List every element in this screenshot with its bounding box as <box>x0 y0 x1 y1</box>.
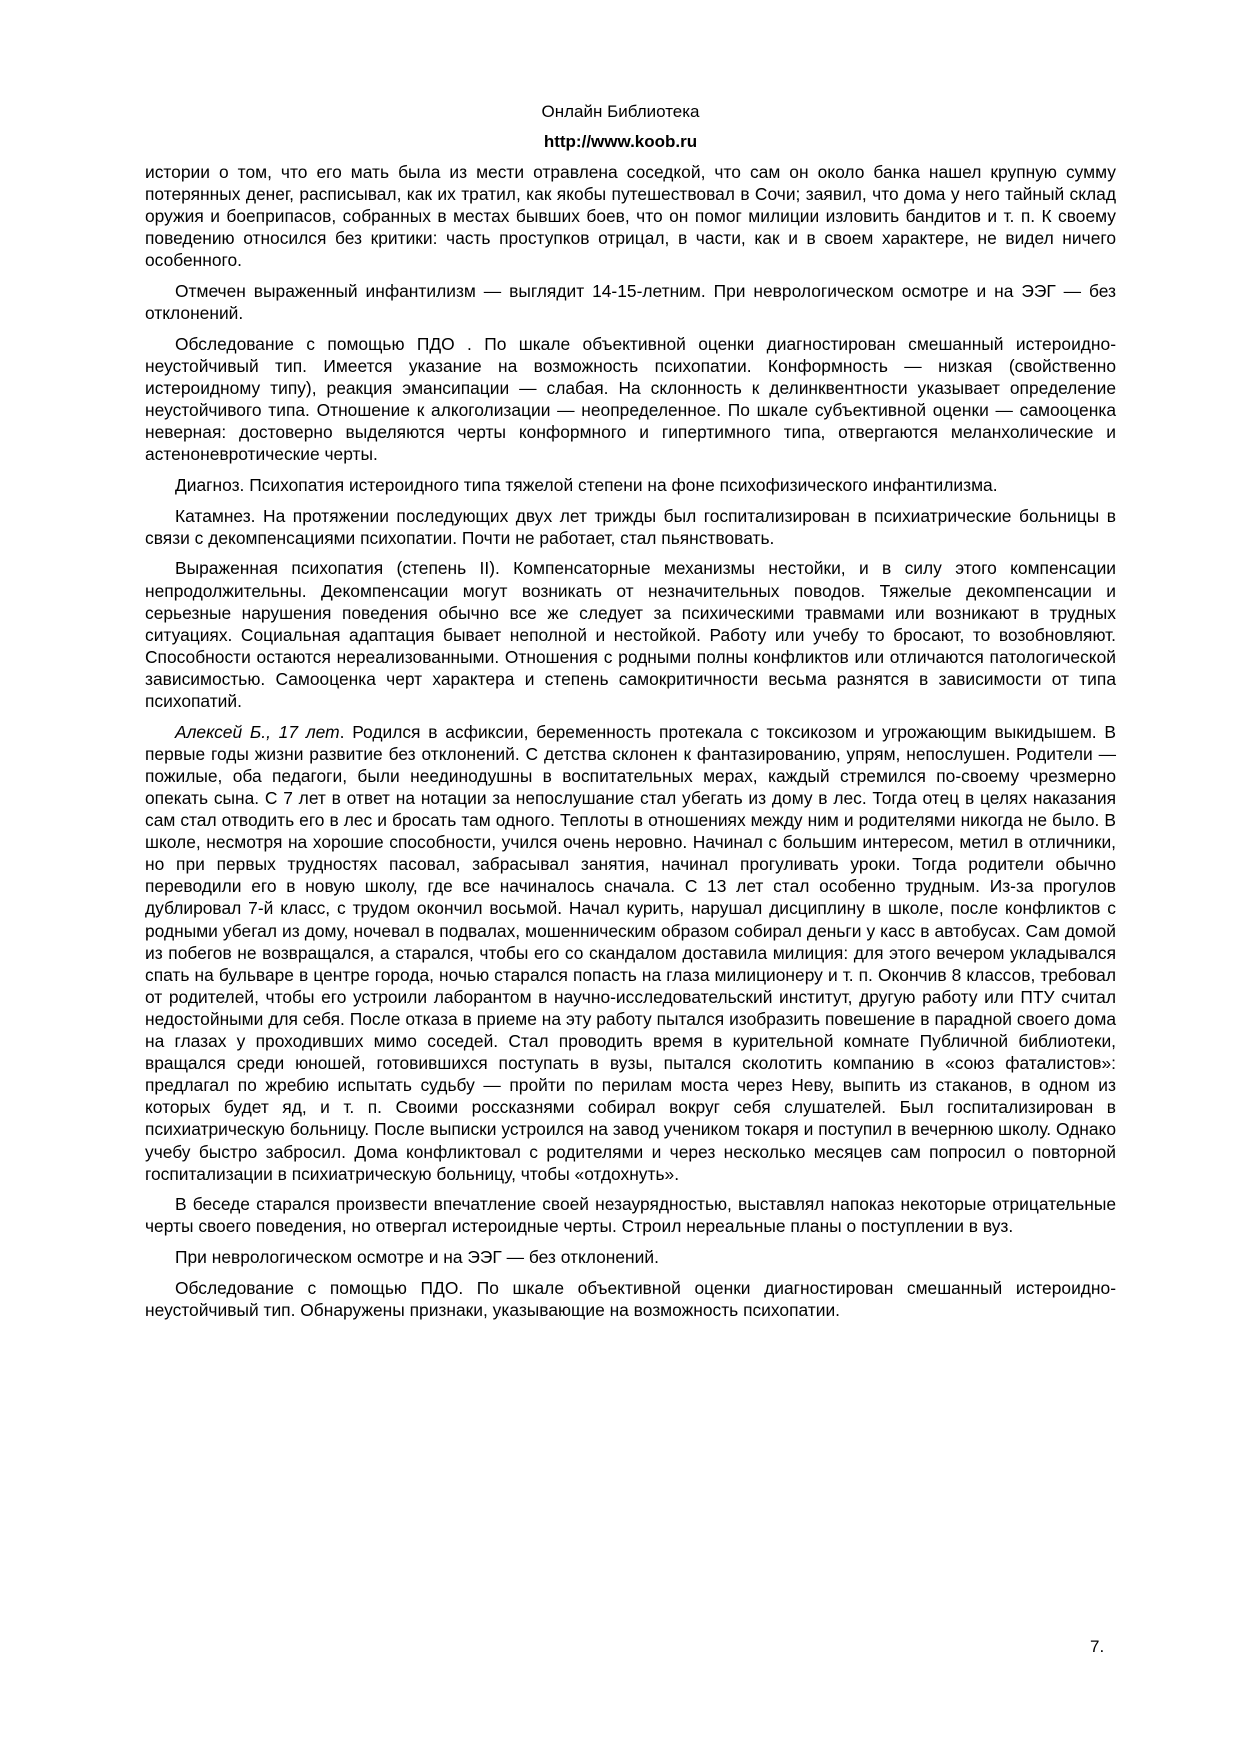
paragraph-catamnesis: Катамнез. На протяжении последующих двух лет трижды был госпитализирован в психиатрические больницы в связи с декомпенсациями психопатии. Почти не работает, стал пьянствовать. <box>145 505 1116 548</box>
case-text: . Родился в асфиксии, беременность протекала с токсикозом и угрожающим выкидышем. В первые годы жизни развитие без отклонений. С детства склонен к фантазированию, упрям, непослушен. Родители — пожилые, оба педагоги, были неединодушны в воспитательных мерах, каждый стремился по-своему чрезмерно опекать сына. С 7 лет в ответ на нотации за непослушание стал убегать из дому в лес. Тогда отец в целях наказания сам стал отводить его в лес и бросать там одного. Теплоты в отношениях между ним и родителями никогда не было. В школе, несмотря на хорошие способности, учился очень неровно. Начинал с большим интересом, метил в отличники, но при первых трудностях пасовал, забрасывал занятия, начинал прогуливать уроки. Тогда родители обычно переводили его в новую школу, где все начиналось сначала. С 13 лет стал особенно трудным. Из-за прогулов дублировал 7-й класс, с трудом окончил восьмой. Начал курить, нарушал дисциплину в школе, после конфликтов с родными убегал из дому, ночевал в подвалах, мошенническим образом собирал деньги у касс в автобусах. Сам домой из побегов не возвращался, а старался, чтобы его со скандалом доставила милиция: для этого вечером укладывался спать на бульваре в центре города, ночью старался попасть на глаза милиционеру и т. п. Окончив 8 классов, требовал от родителей, чтобы его устроили лаборантом в научно-исследовательский институт, другую работу или ПТУ считал недостойными для себя. После отказа в приеме на эту работу пытался изобразить повешение в парадной своего дома на глазах у проходивших мимо соседей. Стал проводить время в курительной комнате Публичной библиотеки, вращался среди юношей, готовившихся поступать в вузы, пытался сколотить компанию в «союз фаталистов»: предлагал по жребию испытать судьбу — пройти по перилам моста через Неву, выпить из стаканов, в одном из которых будет яд, и т. п. Своими россказнями собирал вокруг себя слушателей. Был госпитализирован в психиатрическую больницу. После выписки устроился на завод учеником токаря и поступил в вечернюю школу. Однако учебу быстро забросил. Дома конфликтовал с родителями и через несколько месяцев сам попросил о повторной госпитализации в психиатрическую больницу, чтобы «отдохнуть». <box>145 721 1116 1184</box>
library-url: http://www.koob.ru <box>543 132 698 151</box>
library-title: Онлайн Библиотека <box>541 102 700 121</box>
paragraph-conversation: В беседе старался произвести впечатление своей незаурядностью, выставлял напоказ некоторые отрицательные черты своего поведения, но отвергал истероидные черты. Строил нереальные планы о поступлении в вуз. <box>145 1194 1116 1237</box>
paragraph-pdo-exam: Обследование с помощью ПДО . По шкале объективной оценки диагностирован смешанный истероидно-неустойчивый тип. Имеется указание на возможность психопатии. Конформность — низкая (свойственно истероидному типу), реакция эмансипации — слабая. На склонность к делинквентности указывает определение неустойчивого типа. Отношение к алкоголизации — неопределенное. По шкале субъективной оценки — самооценка неверная: достоверно выделяются черты конформного и гипертимного типа, отвергаются меланхолические и астеноневротические черты. <box>145 333 1116 465</box>
paragraph-pdo-exam-2: Обследование с помощью ПДО. По шкале объективной оценки диагностирован смешанный истероидно-неустойчивый тип. Обнаружены признаки, указывающие на возможность психопатии. <box>145 1277 1116 1320</box>
page-number: 7. <box>1090 1637 1105 1656</box>
paragraph-neuro-exam: При неврологическом осмотре и на ЭЭГ — без отклонений. <box>175 1247 659 1268</box>
case-name: Алексей Б., 17 лет <box>175 721 340 742</box>
paragraph-case-aleksey <box>145 721 1116 1185</box>
paragraph-continuation: истории о том, что его мать была из мести отравлена соседкой, что сам он около банка нашел крупную сумму потерянных денег, расписывал, как их тратил, как якобы путешествовал в Сочи; заявил, что дома у него тайный склад оружия и боеприпасов, собранных в местах бывших боев, что он помог милиции изловить бандитов и т. п. К своему поведению относился без критики: часть проступков отрицал, в части, как и в своем характере, не видел ничего особенного. <box>145 162 1116 271</box>
page-body <box>145 161 1116 1321</box>
paragraph-diagnosis: Диагноз. Психопатия истероидного типа тяжелой степени на фоне психофизического инфантилизма. <box>175 475 998 495</box>
paragraph-infantilism: Отмечен выраженный инфантилизм — выглядит 14-15-летним. При неврологическом осмотре и на ЭЭГ — без отклонений. <box>145 281 1116 324</box>
paragraph-psychopathy-degree-2: Выраженная психопатия (степень II). Компенсаторные механизмы нестойки, и в силу этого компенсации непродолжительны. Декомпенсации могут возникать от незначительных поводов. Тяжелые декомпенсации и серьезные нарушения поведения обычно все же следует за психическими травмами или возникают в трудных ситуациях. Социальная адаптация бывает неполной и нестойкой. Работу или учебу то бросают, то возобновляют. Способности остаются нереализованными. Отношения с родными полны конфликтов или отличаются патологической зависимостью. Самооценка черт характера и степень самокритичности весьма разнятся в зависимости от типа психопатий. <box>145 558 1116 712</box>
